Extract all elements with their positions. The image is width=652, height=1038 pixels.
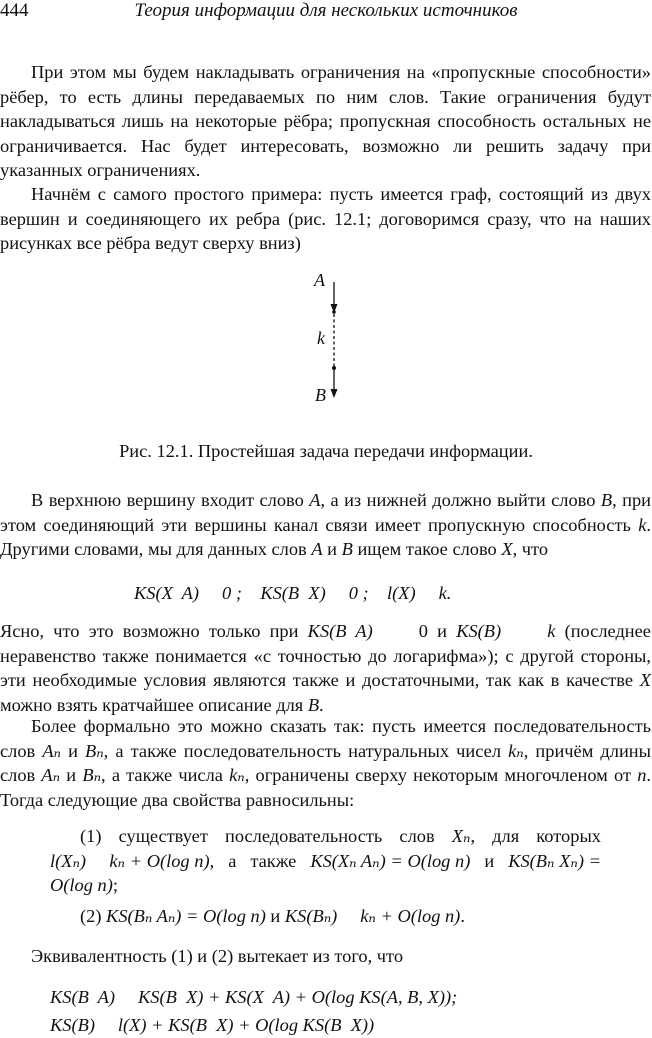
list-item-2: (2) KS(Bₙ Aₙ) = O(log n) и KS(Bₙ) kₙ + O(log n). (80, 906, 465, 926)
figure-12-1 (290, 268, 370, 408)
equation-3: KS(B) l(X) + KS(B X) + O(log KS(B X)) (50, 1015, 375, 1035)
paragraph-4: Ясно, что это возможно только при KS(B A) 0 и KS(B) k (последнее неравенство также понимается «с точностью до логарифма»); с другой стороны, эти необходимые условия являются также и достаточными, так как в качестве X можно взять кратчайшее описание для B. (0, 621, 651, 715)
figure-caption: Рис. 12.1. Простейшая задача передачи информации. (119, 441, 533, 461)
vertex-label-b: B (315, 385, 326, 405)
edge-diagram (290, 268, 370, 408)
vertex-label-a: A (314, 270, 325, 290)
edge-label-k: k (317, 328, 325, 348)
paragraph-5: Более формально это можно сказать так: пусть имеется последовательность слов Aₙ и Bₙ, а также последовательность натуральных чисел kₙ, причём длины слов Aₙ и Bₙ, а также числа kₙ, ограничены сверху некоторым многочленом от n. Тогда следующие два свойства равносильны: (0, 716, 652, 810)
top-vertex (332, 310, 336, 314)
paragraph-2: Начнём с самого простого примера: пусть имеется граф, состоящий из двух вершин и соединяющего их ребра (рис. 12.1; договоримся сразу, что на наших рисунках все рёбра ведут сверху вниз) (0, 184, 651, 253)
list-item-1: (1) существует последовательность слов Xₙ, для которых l(Xₙ) kₙ + O(log n), а также KS(Xₙ Aₙ) = O(log n) и KS(Bₙ Xₙ) = O(log n); (50, 826, 602, 895)
equation-1: KS(X A) 0 ; KS(B X) 0 ; l(X) k. (134, 583, 452, 603)
page-number: 444 (0, 0, 29, 21)
running-title: Теория информации для нескольких источников (134, 0, 518, 21)
paragraph-6: Эквивалентность (1) и (2) вытекает из того, что (31, 946, 404, 966)
paragraph-3: В верхнюю вершину входит слово A, а из нижней должно выйти слово B, при этом соединяющий эти вершины канал связи имеет пропускную способность k. Другими словами, мы для данных слов A и B ищем такое слово X, что (0, 490, 652, 559)
output-arrow-head (331, 389, 338, 398)
paragraph-1: При этом мы будем накладывать ограничения на «пропускные способности» рёбер, то есть длины передаваемых по ним слов. Такие ограничения будут накладываться лишь на некоторые рёбра; пропускная способность остальных не ограничивается. Нас будет интересовать, возможно ли решить задачу при указанных ограничениях. (0, 62, 651, 180)
running-header (0, 0, 652, 24)
equation-2: KS(B A) KS(B X) + KS(X A) + O(log KS(A, B, X)); (50, 987, 458, 1007)
